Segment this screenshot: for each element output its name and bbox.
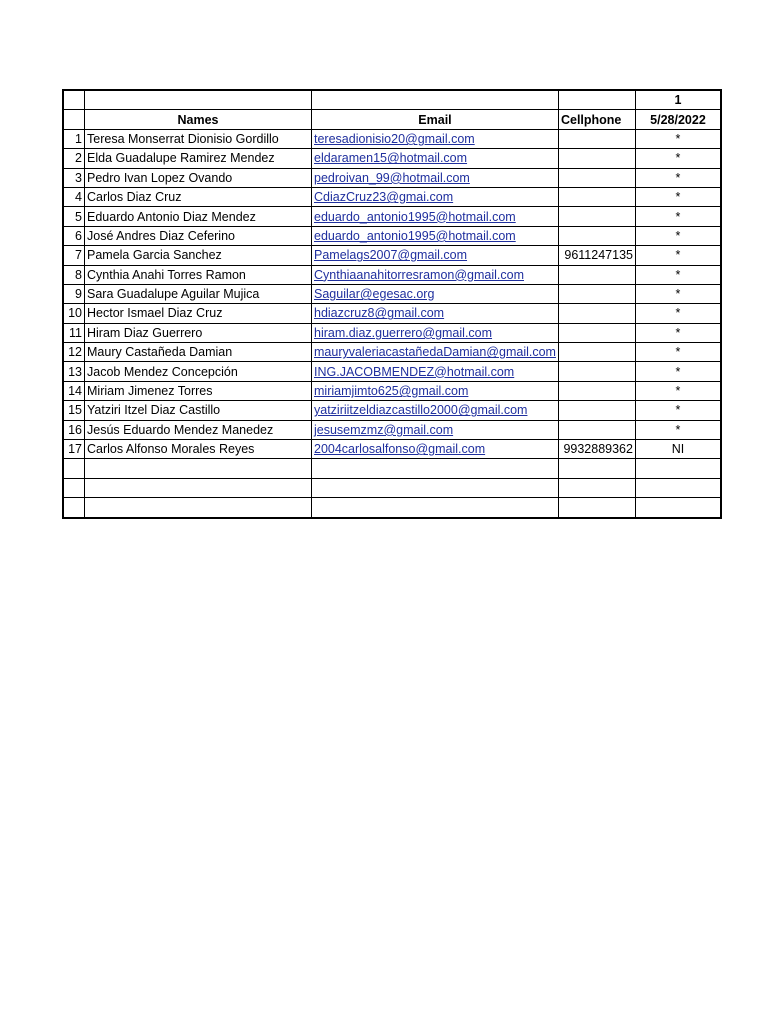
empty-cell bbox=[312, 498, 559, 518]
row-number: 12 bbox=[63, 343, 85, 362]
table-row bbox=[63, 440, 721, 459]
attendance-table bbox=[62, 89, 722, 519]
student-name: Hector Ismael Diaz Cruz bbox=[85, 304, 312, 323]
row-number: 17 bbox=[63, 440, 85, 459]
header-row bbox=[63, 110, 721, 129]
email-cell bbox=[312, 323, 559, 342]
row-number: 16 bbox=[63, 420, 85, 439]
row-number: 2 bbox=[63, 149, 85, 168]
student-name: Carlos Diaz Cruz bbox=[85, 187, 312, 206]
table-row bbox=[63, 226, 721, 245]
table-row bbox=[63, 129, 721, 148]
email-cell bbox=[312, 226, 559, 245]
email-link[interactable]: miriamjimto625@gmail.com bbox=[314, 384, 469, 399]
student-name: Yatziri Itzel Diaz Castillo bbox=[85, 401, 312, 420]
student-name: Elda Guadalupe Ramirez Mendez bbox=[85, 149, 312, 168]
table-row bbox=[63, 149, 721, 168]
table-row bbox=[63, 168, 721, 187]
cellphone-cell: 9932889362 bbox=[558, 440, 635, 459]
email-cell bbox=[312, 362, 559, 381]
header-date: 5/28/2022 bbox=[635, 110, 721, 129]
header-row-top bbox=[63, 90, 721, 110]
cellphone-cell bbox=[558, 304, 635, 323]
student-name: Pamela Garcia Sanchez bbox=[85, 246, 312, 265]
empty-cell bbox=[635, 459, 721, 478]
email-cell bbox=[312, 284, 559, 303]
row-number: 1 bbox=[63, 129, 85, 148]
row-number: 15 bbox=[63, 401, 85, 420]
table-row bbox=[63, 304, 721, 323]
empty-row bbox=[63, 459, 721, 478]
empty-cell bbox=[85, 498, 312, 518]
empty-row bbox=[63, 498, 721, 518]
email-cell bbox=[312, 207, 559, 226]
student-name: Jacob Mendez Concepción bbox=[85, 362, 312, 381]
email-cell bbox=[312, 168, 559, 187]
empty-cell bbox=[635, 478, 721, 497]
student-name: Miriam Jimenez Torres bbox=[85, 381, 312, 400]
email-cell bbox=[312, 401, 559, 420]
cellphone-cell bbox=[558, 129, 635, 148]
cellphone-cell bbox=[558, 226, 635, 245]
attendance-mark: * bbox=[635, 401, 721, 420]
header-top-names-cell bbox=[85, 90, 312, 110]
email-cell bbox=[312, 440, 559, 459]
empty-cell bbox=[312, 459, 559, 478]
email-link[interactable]: hiram.diaz.guerrero@gmail.com bbox=[314, 325, 493, 340]
empty-cell bbox=[312, 478, 559, 497]
student-name: Jesús Eduardo Mendez Manedez bbox=[85, 420, 312, 439]
cellphone-cell bbox=[558, 207, 635, 226]
cellphone-cell bbox=[558, 265, 635, 284]
header-email: Email bbox=[312, 110, 559, 129]
email-link[interactable]: teresadionisio20@gmail.com bbox=[314, 131, 475, 146]
row-number: 14 bbox=[63, 381, 85, 400]
email-link[interactable]: mauryvaleriacastañedaDamian@gmail.com bbox=[314, 345, 556, 360]
cellphone-cell bbox=[558, 401, 635, 420]
table-row bbox=[63, 265, 721, 284]
empty-cell bbox=[558, 498, 635, 518]
table-row bbox=[63, 187, 721, 206]
row-number: 3 bbox=[63, 168, 85, 187]
attendance-mark: * bbox=[635, 246, 721, 265]
empty-cell bbox=[558, 478, 635, 497]
email-cell bbox=[312, 187, 559, 206]
table-row bbox=[63, 207, 721, 226]
student-name: Sara Guadalupe Aguilar Mujica bbox=[85, 284, 312, 303]
header-top-email-cell bbox=[312, 90, 559, 110]
attendance-mark: * bbox=[635, 226, 721, 245]
email-link[interactable]: ING.JACOBMENDEZ@hotmail.com bbox=[314, 364, 515, 379]
email-cell bbox=[312, 265, 559, 284]
email-cell bbox=[312, 149, 559, 168]
student-name: Cynthia Anahi Torres Ramon bbox=[85, 265, 312, 284]
attendance-mark: * bbox=[635, 420, 721, 439]
row-number: 9 bbox=[63, 284, 85, 303]
email-cell bbox=[312, 381, 559, 400]
empty-cell bbox=[63, 498, 85, 518]
header-cellphone: Cellphone bbox=[558, 110, 635, 129]
cellphone-cell bbox=[558, 187, 635, 206]
cellphone-cell bbox=[558, 323, 635, 342]
student-name: Maury Castañeda Damian bbox=[85, 343, 312, 362]
cellphone-cell bbox=[558, 168, 635, 187]
header-top-cellphone-cell bbox=[558, 90, 635, 110]
email-link[interactable]: Pamelags2007@gmail.com bbox=[314, 248, 468, 263]
cellphone-cell bbox=[558, 362, 635, 381]
cellphone-cell bbox=[558, 284, 635, 303]
session-number: 1 bbox=[635, 90, 721, 110]
empty-cell bbox=[558, 459, 635, 478]
table-row bbox=[63, 284, 721, 303]
attendance-table-body bbox=[63, 90, 721, 518]
email-link[interactable]: jesusemzmz@gmail.com bbox=[314, 422, 454, 437]
attendance-mark: * bbox=[635, 149, 721, 168]
empty-cell bbox=[85, 478, 312, 497]
table-row bbox=[63, 246, 721, 265]
email-link[interactable]: hdiazcruz8@gmail.com bbox=[314, 306, 445, 321]
email-cell bbox=[312, 343, 559, 362]
table-row bbox=[63, 362, 721, 381]
email-link[interactable]: pedroivan_99@hotmail.com bbox=[314, 170, 470, 185]
row-number: 6 bbox=[63, 226, 85, 245]
empty-cell bbox=[63, 478, 85, 497]
student-name: Carlos Alfonso Morales Reyes bbox=[85, 440, 312, 459]
attendance-mark: * bbox=[635, 265, 721, 284]
row-number: 4 bbox=[63, 187, 85, 206]
table-row bbox=[63, 343, 721, 362]
attendance-mark: NI bbox=[635, 440, 721, 459]
attendance-mark: * bbox=[635, 304, 721, 323]
student-name: Teresa Monserrat Dionisio Gordillo bbox=[85, 129, 312, 148]
empty-cell bbox=[63, 459, 85, 478]
cellphone-cell: 9611247135 bbox=[558, 246, 635, 265]
cellphone-cell bbox=[558, 381, 635, 400]
row-number: 11 bbox=[63, 323, 85, 342]
row-number: 8 bbox=[63, 265, 85, 284]
empty-cell bbox=[85, 459, 312, 478]
student-name: Eduardo Antonio Diaz Mendez bbox=[85, 207, 312, 226]
email-link[interactable]: eduardo_antonio1995@hotmail.com bbox=[314, 209, 516, 224]
row-number: 5 bbox=[63, 207, 85, 226]
email-cell bbox=[312, 129, 559, 148]
email-link[interactable]: Cynthiaanahitorresramon@gmail.com bbox=[314, 267, 524, 282]
student-name: José Andres Diaz Ceferino bbox=[85, 226, 312, 245]
table-row bbox=[63, 401, 721, 420]
cellphone-cell bbox=[558, 149, 635, 168]
email-cell bbox=[312, 246, 559, 265]
student-name: Hiram Diaz Guerrero bbox=[85, 323, 312, 342]
email-cell bbox=[312, 304, 559, 323]
email-link[interactable]: CdiazCruz23@gmai.com bbox=[314, 190, 454, 205]
attendance-mark: * bbox=[635, 284, 721, 303]
email-link[interactable]: Saguilar@egesac.org bbox=[314, 287, 435, 302]
table-row bbox=[63, 323, 721, 342]
attendance-mark: * bbox=[635, 343, 721, 362]
email-link[interactable]: yatziriitzeldiazcastillo2000@gmail.com bbox=[314, 403, 528, 418]
empty-row bbox=[63, 478, 721, 497]
row-number: 10 bbox=[63, 304, 85, 323]
cellphone-cell bbox=[558, 343, 635, 362]
cellphone-cell bbox=[558, 420, 635, 439]
attendance-mark: * bbox=[635, 187, 721, 206]
email-link[interactable]: 2004carlosalfonso@gmail.com bbox=[314, 442, 486, 457]
attendance-mark: * bbox=[635, 362, 721, 381]
attendance-mark: * bbox=[635, 129, 721, 148]
email-link[interactable]: eldaramen15@hotmail.com bbox=[314, 151, 468, 166]
table-row bbox=[63, 420, 721, 439]
student-name: Pedro Ivan Lopez Ovando bbox=[85, 168, 312, 187]
header-top-num-cell bbox=[63, 90, 85, 110]
email-link[interactable]: eduardo_antonio1995@hotmail.com bbox=[314, 228, 516, 243]
empty-cell bbox=[635, 498, 721, 518]
row-number: 13 bbox=[63, 362, 85, 381]
header-num-cell bbox=[63, 110, 85, 129]
email-cell bbox=[312, 420, 559, 439]
attendance-mark: * bbox=[635, 381, 721, 400]
attendance-mark: * bbox=[635, 207, 721, 226]
attendance-mark: * bbox=[635, 323, 721, 342]
header-names: Names bbox=[85, 110, 312, 129]
row-number: 7 bbox=[63, 246, 85, 265]
table-row bbox=[63, 381, 721, 400]
attendance-mark: * bbox=[635, 168, 721, 187]
